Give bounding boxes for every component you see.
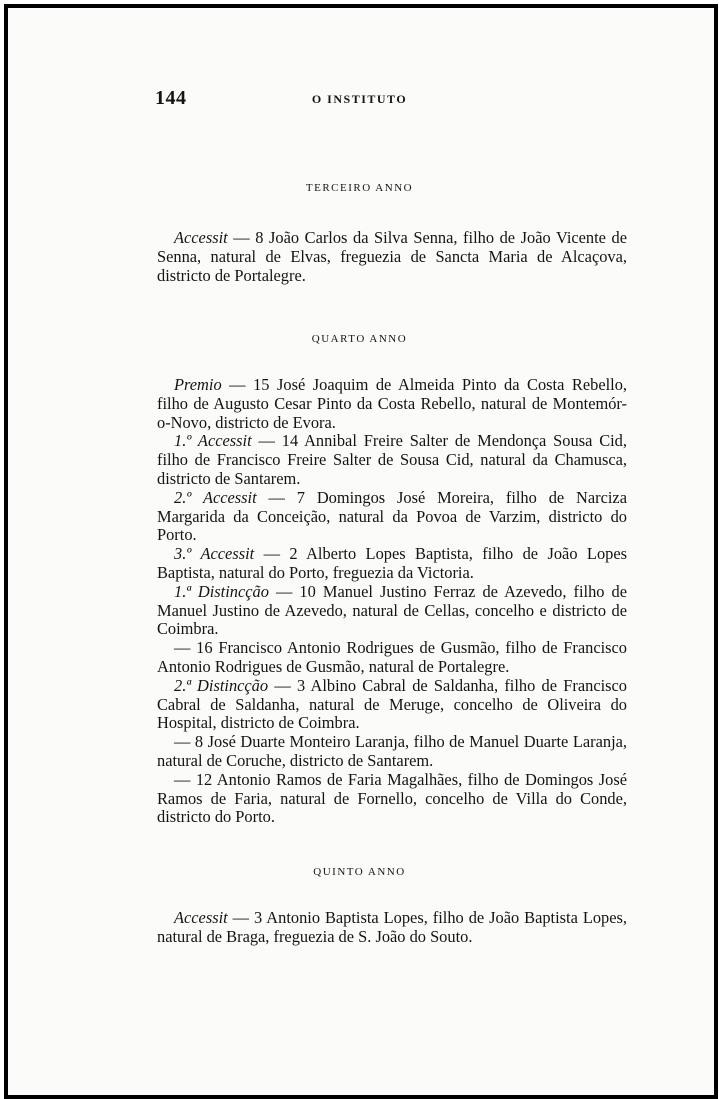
entry-paragraph [157,771,627,827]
entry-text: — 8 João Carlos da Silva Senna, filho de João Vicente de Senna, natural de Elvas, freguezia de Sancta Maria de Alcaçova, districto de Portalegre. [157,228,627,285]
entry-label: 2.ª Distincção [174,675,269,695]
entry-text: — 15 José Joaquim de Almeida Pinto da Costa Rebello, filho de Augusto Cesar Pinto da Costa Rebello, natural de Montemór-o-Novo, districto de Evora. [157,375,627,432]
page-number: 144 [155,87,187,109]
entry-paragraph [157,489,627,545]
entry-label: 1.ª Distincção [174,581,269,601]
entry-text: — 16 Francisco Antonio Rodrigues de Gusmão, filho de Francisco Antonio Rodrigues de Gusmão, natural de Portalegre. [157,638,627,676]
section-body-quinto-anno [157,909,627,947]
entry-paragraph [157,677,627,733]
entry-text: — 12 Antonio Ramos de Faria Magalhães, filho de Domingos José Ramos de Faria, natural de Fornello, concelho de Villa do Conde, districto do Porto. [157,769,627,827]
entry-label: Accessit [174,908,228,927]
entry-label: 1.º Accessit [174,431,252,451]
entry-paragraph [157,229,627,285]
entry-text: — 8 José Duarte Monteiro Laranja, filho de Manuel Duarte Laranja, natural de Coruche, districto de Santarem. [157,732,627,770]
entry-text: — 10 Manuel Justino Ferraz de Azevedo, filho de Manuel Justino de Azevedo, natural de Cellas, concelho e districto de Coimbra. [157,581,627,639]
section-heading-terceiro-anno: TERCEIRO ANNO [305,182,414,194]
entry-text: — 3 Antonio Baptista Lopes, filho de João Baptista Lopes, natural de Braga, freguezia de S. João do Souto. [157,908,627,946]
section-body-quarto-anno [157,376,627,827]
section-heading-quarto-anno: QUARTO ANNO [311,333,408,345]
running-title: O INSTITUTO [311,92,408,106]
section-heading-quinto-anno: QUINTO ANNO [313,866,406,878]
section-body-terceiro-anno [157,229,627,285]
entry-paragraph [157,583,627,639]
entry-text: — 7 Domingos José Moreira, filho de Narciza Margarida da Conceição, natural da Povoa de Varzim, districto do Porto. [157,487,627,545]
entry-text: — 2 Alberto Lopes Baptista, filho de João Lopes Baptista, natural do Porto, freguezia da Victoria. [157,544,627,582]
entry-label: 3.º Accessit [174,544,255,564]
entry-label: 2.º Accessit [174,487,257,507]
entry-paragraph [157,376,627,432]
entry-text: — 14 Annibal Freire Salter de Mendonça Sousa Cid, filho de Francisco Freire Salter de Sousa Cid, natural da Chamusca, districto de Santarem. [157,431,627,488]
entry-paragraph [157,733,627,771]
entry-text: — 3 Albino Cabral de Saldanha, filho de Francisco Cabral de Saldanha, natural de Meruge, concelho de Oliveira do Hospital, districto de Coimbra. [157,675,627,733]
entry-label: Accessit [174,228,228,247]
entry-label: Premio [174,375,222,394]
entry-paragraph [157,909,627,947]
entry-paragraph [157,432,627,488]
entry-paragraph [157,545,627,583]
entry-paragraph [157,639,627,677]
